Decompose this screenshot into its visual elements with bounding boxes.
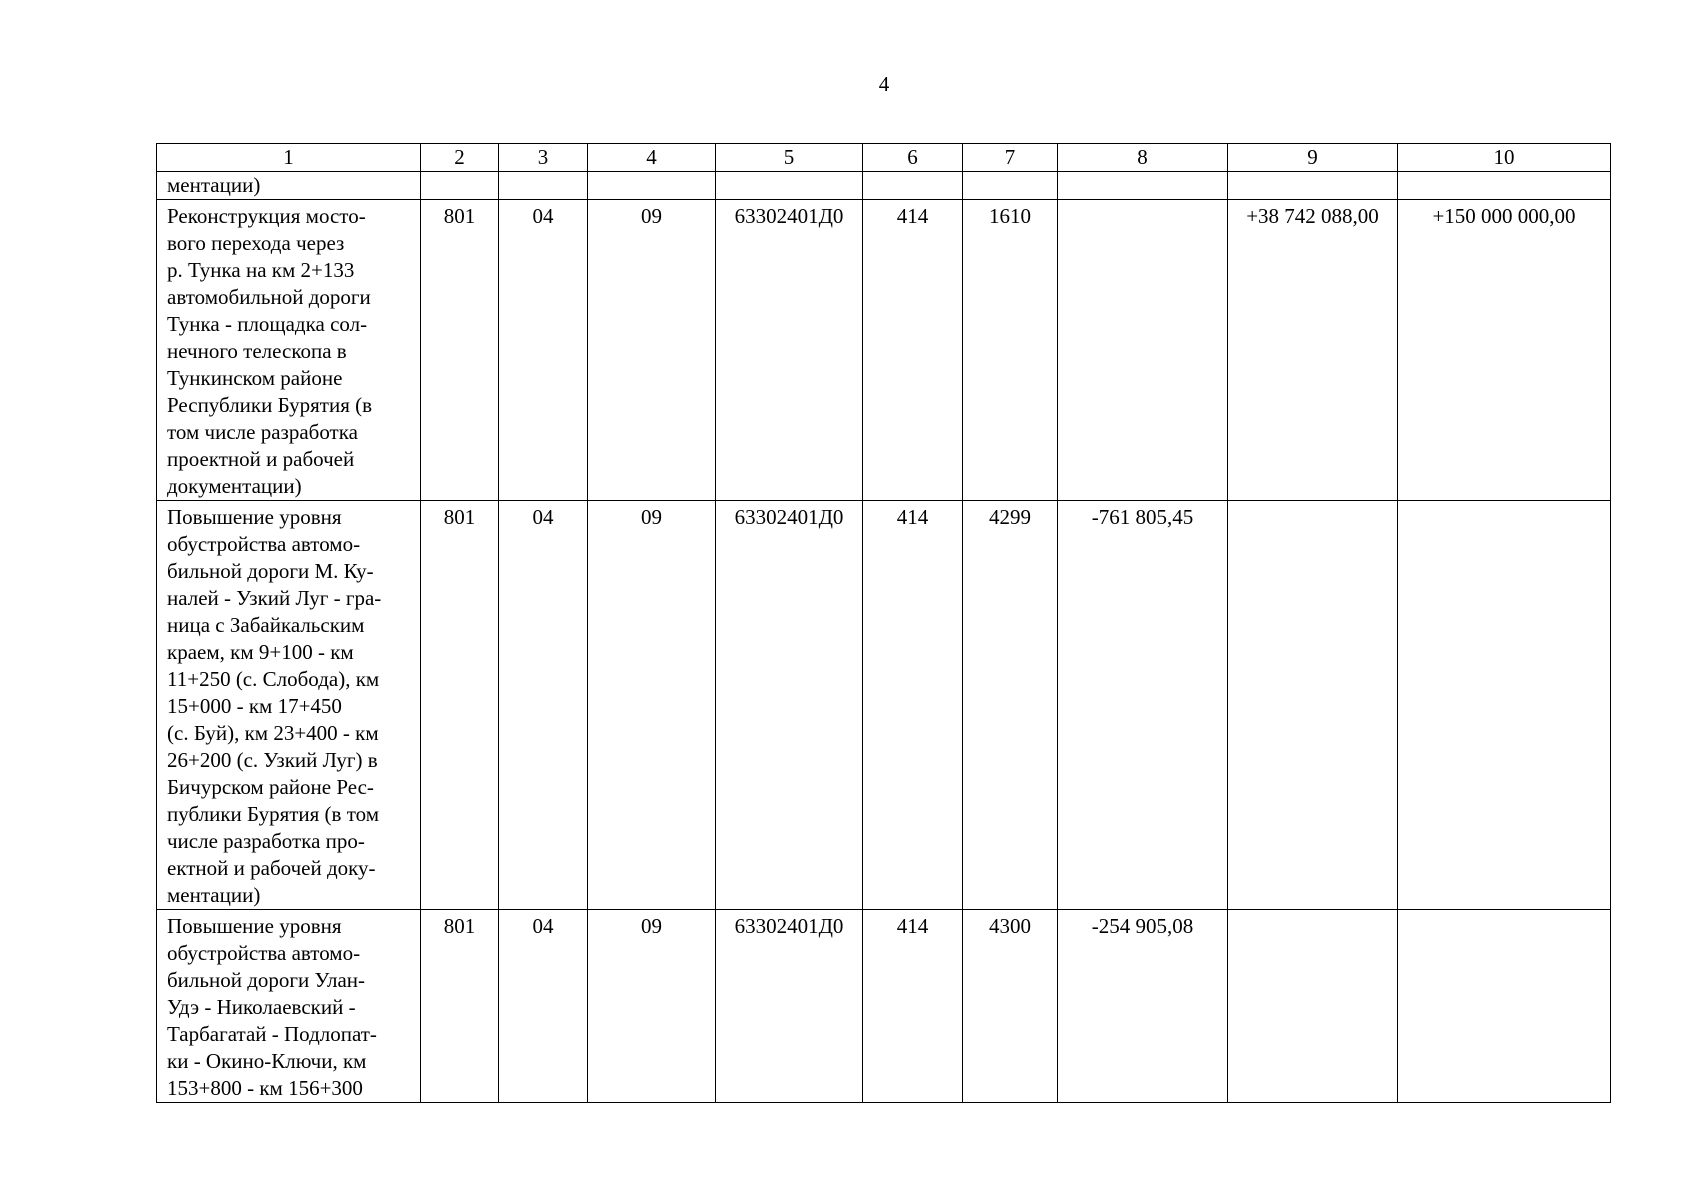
description-line: Тунка - площадка сол- <box>167 312 368 336</box>
description-line: ментации) <box>167 173 261 197</box>
header-cell: 8 <box>1058 144 1228 172</box>
description-line: Республики Бурятия (в <box>167 393 373 417</box>
amount-col-10 <box>1398 910 1611 1103</box>
amount-col-10 <box>1398 501 1611 910</box>
table-cell <box>499 172 588 200</box>
description-line: Удэ - Николаевский - <box>167 995 356 1019</box>
description-line: Повышение уровня <box>167 914 342 938</box>
description-line: краем, км 9+100 - км <box>167 640 354 664</box>
amount-col-8: -254 905,08 <box>1058 910 1228 1103</box>
code-col-7: 4300 <box>963 910 1058 1103</box>
section-code: 04 <box>499 501 588 910</box>
description-line: автомобильной дороги <box>167 285 371 309</box>
target-article-code: 63302401Д0 <box>716 200 863 501</box>
description-line: обустройства автомо- <box>167 941 361 965</box>
table-header-row <box>157 144 1611 172</box>
subsection-code: 09 <box>588 910 716 1103</box>
amount-col-8: -761 805,45 <box>1058 501 1228 910</box>
description-line: вого перехода через <box>167 231 345 255</box>
item-description <box>157 501 421 910</box>
appropriations-table <box>156 143 1611 1103</box>
amount-col-9 <box>1228 910 1398 1103</box>
item-description <box>157 172 421 200</box>
table-row <box>157 501 1611 910</box>
description-line: 15+000 - км 17+450 <box>167 694 342 718</box>
header-cell: 3 <box>499 144 588 172</box>
description-line: р. Тунка на км 2+133 <box>167 258 355 282</box>
expense-type-code: 414 <box>863 200 963 501</box>
header-cell: 7 <box>963 144 1058 172</box>
table-cell <box>863 172 963 200</box>
description-line: Тункинском районе <box>167 366 343 390</box>
section-code: 04 <box>499 200 588 501</box>
header-cell: 10 <box>1398 144 1611 172</box>
description-line: 26+200 (с. Узкий Луг) в <box>167 748 378 772</box>
header-cell: 5 <box>716 144 863 172</box>
description-line: том числе разработка <box>167 420 358 444</box>
amount-col-10: +150 000 000,00 <box>1398 200 1611 501</box>
description-line: нечного телескопа в <box>167 339 347 363</box>
description-line: ница с Забайкальским <box>167 613 365 637</box>
ministry-code: 801 <box>421 501 499 910</box>
description-line: бильной дороги Улан- <box>167 968 366 992</box>
description-line: обустройства автомо- <box>167 532 361 556</box>
header-cell: 6 <box>863 144 963 172</box>
ministry-code: 801 <box>421 200 499 501</box>
description-line: проектной и рабочей <box>167 447 355 471</box>
table-row <box>157 200 1611 501</box>
target-article-code: 63302401Д0 <box>716 501 863 910</box>
subsection-code: 09 <box>588 200 716 501</box>
description-line: Тарбагатай - Подлопат- <box>167 1022 377 1046</box>
table-cell <box>963 172 1058 200</box>
header-cell: 9 <box>1228 144 1398 172</box>
header-cell: 4 <box>588 144 716 172</box>
description-line: Повышение уровня <box>167 505 342 529</box>
header-cell: 1 <box>157 144 421 172</box>
table-row-continuation <box>157 172 1611 200</box>
description-line: (с. Буй), км 23+400 - км <box>167 721 379 745</box>
ministry-code: 801 <box>421 910 499 1103</box>
code-col-7: 4299 <box>963 501 1058 910</box>
table-cell <box>1058 172 1228 200</box>
description-line: Реконструкция мосто- <box>167 204 366 228</box>
code-col-7: 1610 <box>963 200 1058 501</box>
description-line: налей - Узкий Луг - гра- <box>167 586 382 610</box>
item-description <box>157 200 421 501</box>
item-description <box>157 910 421 1103</box>
amount-col-8 <box>1058 200 1228 501</box>
description-line: публики Бурятия (в том <box>167 802 379 826</box>
subsection-code: 09 <box>588 501 716 910</box>
description-line: Бичурском районе Рес- <box>167 775 374 799</box>
expense-type-code: 414 <box>863 501 963 910</box>
table-row <box>157 910 1611 1103</box>
expense-type-code: 414 <box>863 910 963 1103</box>
table-cell <box>1398 172 1611 200</box>
table-cell <box>716 172 863 200</box>
description-line: бильной дороги М. Ку- <box>167 559 374 583</box>
table-cell <box>588 172 716 200</box>
table-cell <box>421 172 499 200</box>
target-article-code: 63302401Д0 <box>716 910 863 1103</box>
amount-col-9 <box>1228 501 1398 910</box>
description-line: 153+800 - км 156+300 <box>167 1076 363 1100</box>
description-line: ектной и рабочей доку- <box>167 856 376 880</box>
description-line: документации) <box>167 474 302 498</box>
description-line: числе разработка про- <box>167 829 365 853</box>
table-cell <box>1228 172 1398 200</box>
description-line: ментации) <box>167 883 261 907</box>
description-line: 11+250 (с. Слобода), км <box>167 667 380 691</box>
amount-col-9: +38 742 088,00 <box>1228 200 1398 501</box>
description-line: ки - Окино-Ключи, км <box>167 1049 367 1073</box>
page-number: 4 <box>878 72 890 96</box>
header-cell: 2 <box>421 144 499 172</box>
section-code: 04 <box>499 910 588 1103</box>
